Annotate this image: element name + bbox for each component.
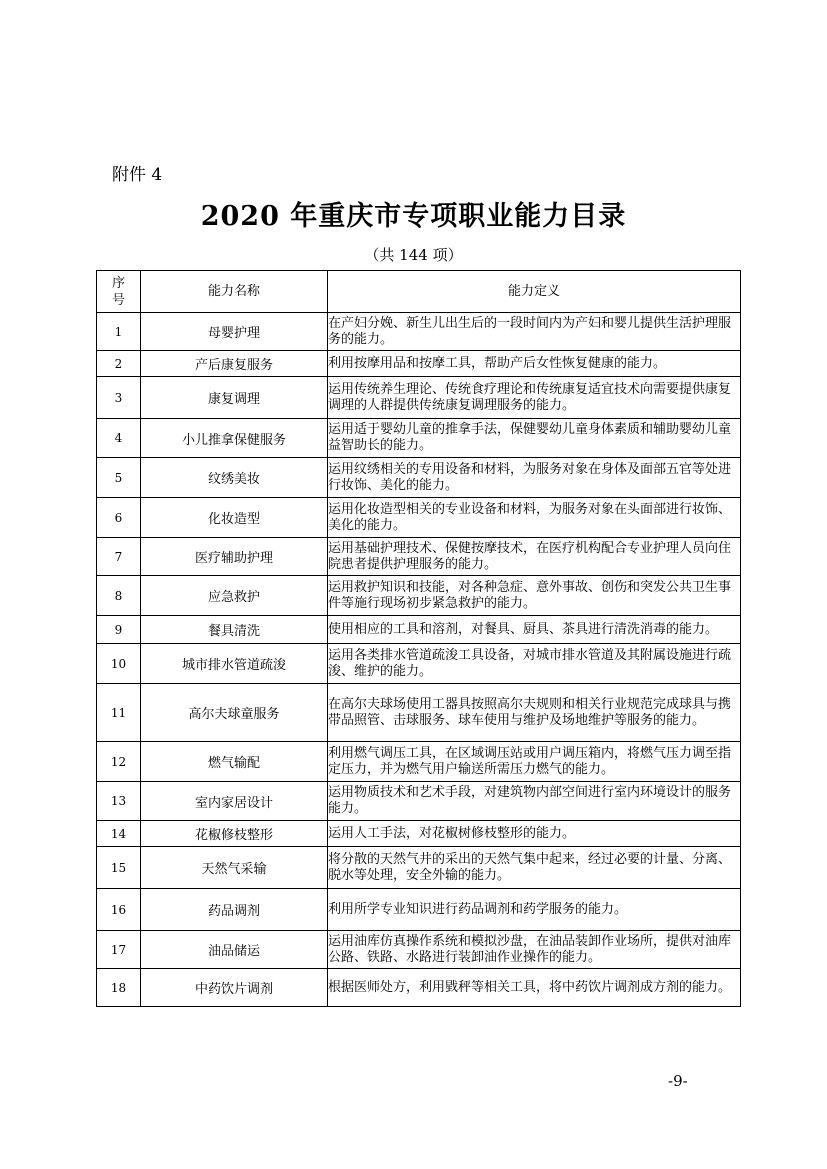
table-row bbox=[97, 931, 741, 969]
table-header-row bbox=[97, 271, 741, 313]
row-num: 7 bbox=[97, 538, 141, 576]
item-count-subtitle: （共 144 项） bbox=[364, 246, 463, 264]
row-num: 11 bbox=[97, 684, 141, 742]
row-definition: 运用油库仿真操作系统和模拟沙盘，在油品装卸作业场所，提供对油库公路、铁路、水路进行装卸油作业操作的能力。 bbox=[328, 931, 741, 969]
row-num: 15 bbox=[97, 847, 141, 889]
row-name: 城市排水管道疏浚 bbox=[141, 644, 328, 684]
table-row bbox=[97, 969, 741, 1007]
row-definition: 在产妇分娩、新生儿出生后的一段时间内为产妇和婴儿提供生活护理服务的能力。 bbox=[328, 313, 741, 351]
header-num: 序号 bbox=[97, 271, 141, 313]
page-title: 2020 年重庆市专项职业能力目录 bbox=[200, 201, 627, 232]
row-num: 3 bbox=[97, 377, 141, 419]
row-name: 油品储运 bbox=[141, 931, 328, 969]
table-row bbox=[97, 419, 741, 458]
row-name: 应急救护 bbox=[141, 576, 328, 616]
table-row bbox=[97, 821, 741, 847]
row-name: 燃气输配 bbox=[141, 742, 328, 782]
row-name: 天然气采输 bbox=[141, 847, 328, 889]
row-definition: 运用救护知识和技能，对各种急症、意外事故、创伤和突发公共卫生事件等施行现场初步紧急救护的能力。 bbox=[328, 576, 741, 616]
row-num: 14 bbox=[97, 821, 141, 847]
row-name: 室内家居设计 bbox=[141, 782, 328, 821]
row-num: 17 bbox=[97, 931, 141, 969]
table-row bbox=[97, 684, 741, 742]
row-name: 康复调理 bbox=[141, 377, 328, 419]
ability-catalog-table bbox=[96, 270, 741, 1007]
table-row bbox=[97, 782, 741, 821]
row-num: 12 bbox=[97, 742, 141, 782]
row-name: 花椒修枝整形 bbox=[141, 821, 328, 847]
row-definition: 运用各类排水管道疏浚工具设备，对城市排水管道及其附属设施进行疏浚、维护的能力。 bbox=[328, 644, 741, 684]
table-row bbox=[97, 538, 741, 576]
table-row bbox=[97, 847, 741, 889]
row-name: 化妆造型 bbox=[141, 498, 328, 538]
row-num: 1 bbox=[97, 313, 141, 351]
table-row bbox=[97, 742, 741, 782]
table-row bbox=[97, 644, 741, 684]
table-row bbox=[97, 458, 741, 498]
row-num: 6 bbox=[97, 498, 141, 538]
row-definition: 利用按摩用品和按摩工具，帮助产后女性恢复健康的能力。 bbox=[328, 351, 741, 377]
header-definition: 能力定义 bbox=[328, 271, 741, 313]
row-definition: 运用纹绣相关的专用设备和材料，为服务对象在身体及面部五官等处进行妆饰、美化的能力。 bbox=[328, 458, 741, 498]
table-row bbox=[97, 498, 741, 538]
row-definition: 使用相应的工具和溶剂，对餐具、厨具、茶具进行清洗消毒的能力。 bbox=[328, 616, 741, 644]
row-definition: 运用化妆造型相关的专业设备和材料，为服务对象在头面部进行妆饰、美化的能力。 bbox=[328, 498, 741, 538]
page-number: -9- bbox=[668, 1072, 688, 1090]
row-definition: 根据医师处方，利用戥秤等相关工具，将中药饮片调剂成方剂的能力。 bbox=[328, 969, 741, 1007]
table-row bbox=[97, 313, 741, 351]
row-name: 高尔夫球童服务 bbox=[141, 684, 328, 742]
table-row bbox=[97, 351, 741, 377]
table-row bbox=[97, 889, 741, 931]
row-definition: 将分散的天然气井的采出的天然气集中起来，经过必要的计量、分离、脱水等处理，安全外输的能力。 bbox=[328, 847, 741, 889]
row-name: 餐具清洗 bbox=[141, 616, 328, 644]
table-row bbox=[97, 616, 741, 644]
row-definition: 运用人工手法，对花椒树修枝整形的能力。 bbox=[328, 821, 741, 847]
table-row bbox=[97, 576, 741, 616]
row-name: 小儿推拿保健服务 bbox=[141, 419, 328, 458]
table-row bbox=[97, 377, 741, 419]
row-definition: 在高尔夫球场使用工器具按照高尔夫规则和相关行业规范完成球具与携带品照管、击球服务、球车使用与维护及场地维护等服务的能力。 bbox=[328, 684, 741, 742]
attachment-label: 附件 4 bbox=[112, 165, 163, 185]
row-definition: 运用物质技术和艺术手段，对建筑物内部空间进行室内环境设计的服务能力。 bbox=[328, 782, 741, 821]
header-name: 能力名称 bbox=[141, 271, 328, 313]
row-definition: 运用基础护理技术、保健按摩技术，在医疗机构配合专业护理人员向住院患者提供护理服务的能力。 bbox=[328, 538, 741, 576]
row-num: 4 bbox=[97, 419, 141, 458]
row-num: 8 bbox=[97, 576, 141, 616]
row-name: 药品调剂 bbox=[141, 889, 328, 931]
row-definition: 运用传统养生理论、传统食疗理论和传统康复适宜技术向需要提供康复调理的人群提供传统康复调理服务的能力。 bbox=[328, 377, 741, 419]
row-num: 13 bbox=[97, 782, 141, 821]
row-num: 18 bbox=[97, 969, 141, 1007]
row-name: 母婴护理 bbox=[141, 313, 328, 351]
row-definition: 利用所学专业知识进行药品调剂和药学服务的能力。 bbox=[328, 889, 741, 931]
row-name: 医疗辅助护理 bbox=[141, 538, 328, 576]
row-num: 2 bbox=[97, 351, 141, 377]
row-definition: 利用燃气调压工具，在区域调压站或用户调压箱内，将燃气压力调至指定压力，并为燃气用户输送所需压力燃气的能力。 bbox=[328, 742, 741, 782]
row-num: 16 bbox=[97, 889, 141, 931]
row-num: 10 bbox=[97, 644, 141, 684]
row-name: 中药饮片调剂 bbox=[141, 969, 328, 1007]
row-num: 5 bbox=[97, 458, 141, 498]
row-definition: 运用适于婴幼儿童的推拿手法，保健婴幼儿童身体素质和辅助婴幼儿童益智助长的能力。 bbox=[328, 419, 741, 458]
row-num: 9 bbox=[97, 616, 141, 644]
row-name: 纹绣美妆 bbox=[141, 458, 328, 498]
row-name: 产后康复服务 bbox=[141, 351, 328, 377]
